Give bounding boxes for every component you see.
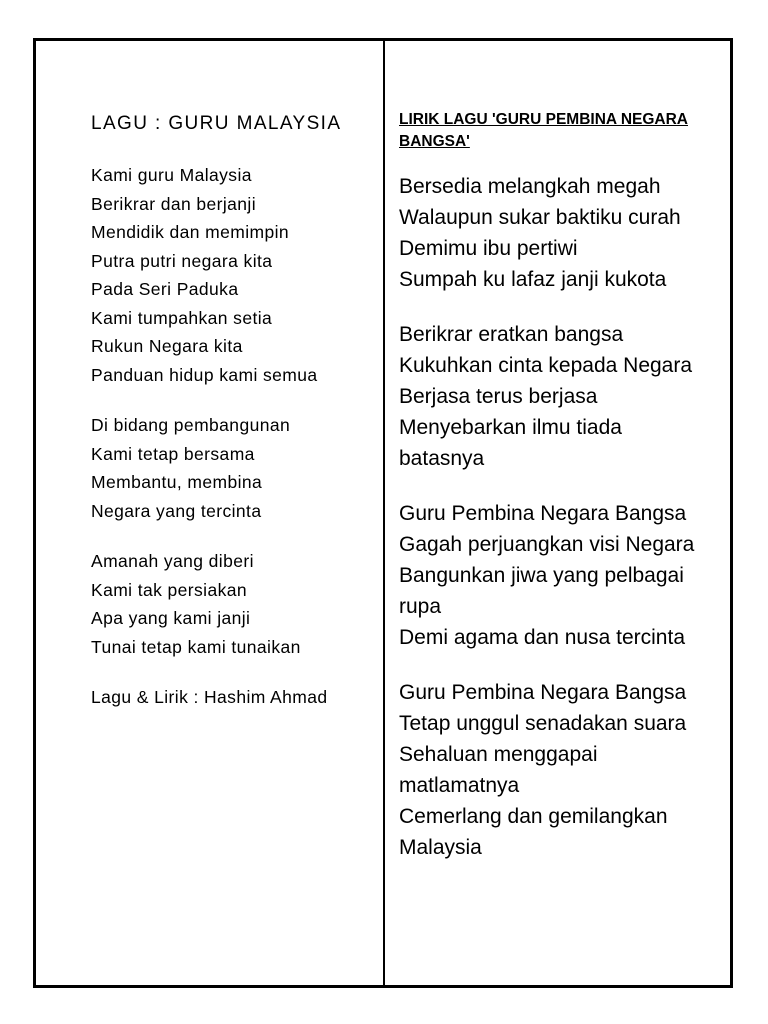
left-column <box>36 41 385 985</box>
document-frame <box>33 38 733 988</box>
right-stanza <box>399 171 722 295</box>
lyric-line: Sumpah ku lafaz janji kukota <box>399 268 667 291</box>
left-stanza <box>91 411 373 525</box>
lyric-line: Bersedia melangkah megah <box>399 175 661 198</box>
lyric-line: Berikrar dan berjanji <box>91 193 257 214</box>
lyric-line: Kukuhkan cinta kepada Negara <box>399 354 693 377</box>
lyric-line: Membantu, membina <box>91 472 263 492</box>
lyric-line: Gagah perjuangkan visi Negara <box>399 533 695 556</box>
lyric-line: Cemerlang dan gemilangkan <box>399 805 668 828</box>
right-column-title: LIRIK LAGU 'GURU PEMBINA NEGARA BANGSA' <box>399 111 688 150</box>
lyric-line: Kami tetap bersama <box>91 443 255 464</box>
lyric-line: Walaupun sukar baktiku curah <box>399 206 681 229</box>
lyric-line: Pada Seri Paduka <box>91 279 239 299</box>
left-column-content <box>91 113 373 711</box>
lyric-line: Apa yang kami janji <box>91 608 251 628</box>
lyric-line: Demimu ibu pertiwi <box>399 237 578 260</box>
left-column-title: LAGU : GURU MALAYSIA <box>91 113 342 134</box>
left-stanza <box>91 161 373 389</box>
lyric-line: batasnya <box>399 447 485 470</box>
lyric-line: Tunai tetap kami tunaikan <box>91 636 301 657</box>
lyric-line: Guru Pembina Negara Bangsa <box>399 502 687 525</box>
right-column-content <box>399 109 722 887</box>
right-stanza <box>399 498 722 653</box>
lyric-line: Bangunkan jiwa yang pelbagai <box>399 564 684 587</box>
right-column <box>385 41 730 985</box>
lyric-line: Kami tumpahkan setia <box>91 307 273 328</box>
lyric-line: Amanah yang diberi <box>91 551 254 571</box>
lyric-line: Menyebarkan ilmu tiada <box>399 416 622 439</box>
lyric-line: Demi agama dan nusa tercinta <box>399 626 685 649</box>
song-credit: Lagu & Lirik : Hashim Ahmad <box>91 687 328 707</box>
right-stanza <box>399 677 722 863</box>
lyric-line: Di bidang pembangunan <box>91 415 291 435</box>
lyric-line: Panduan hidup kami semua <box>91 364 318 385</box>
lyric-line: Rukun Negara kita <box>91 336 243 356</box>
lyric-line: Mendidik dan memimpin <box>91 222 290 242</box>
right-stanza <box>399 319 722 474</box>
lyric-line: Kami tak persiakan <box>91 579 248 600</box>
lyric-line: Berjasa terus berjasa <box>399 385 598 408</box>
lyric-line: Guru Pembina Negara Bangsa <box>399 681 687 704</box>
lyric-line: Berikrar eratkan bangsa <box>399 323 624 346</box>
left-stanza <box>91 547 373 661</box>
lyric-line: Kami guru Malaysia <box>91 165 252 185</box>
lyric-line: rupa <box>399 595 442 618</box>
lyric-line: Negara yang tercinta <box>91 500 262 521</box>
lyric-line: Sehaluan menggapai <box>399 743 598 766</box>
lyric-line: Putra putri negara kita <box>91 250 273 271</box>
lyric-line: matlamatnya <box>399 774 520 797</box>
lyric-line: Tetap unggul senadakan suara <box>399 712 687 735</box>
lyric-line: Malaysia <box>399 836 482 859</box>
